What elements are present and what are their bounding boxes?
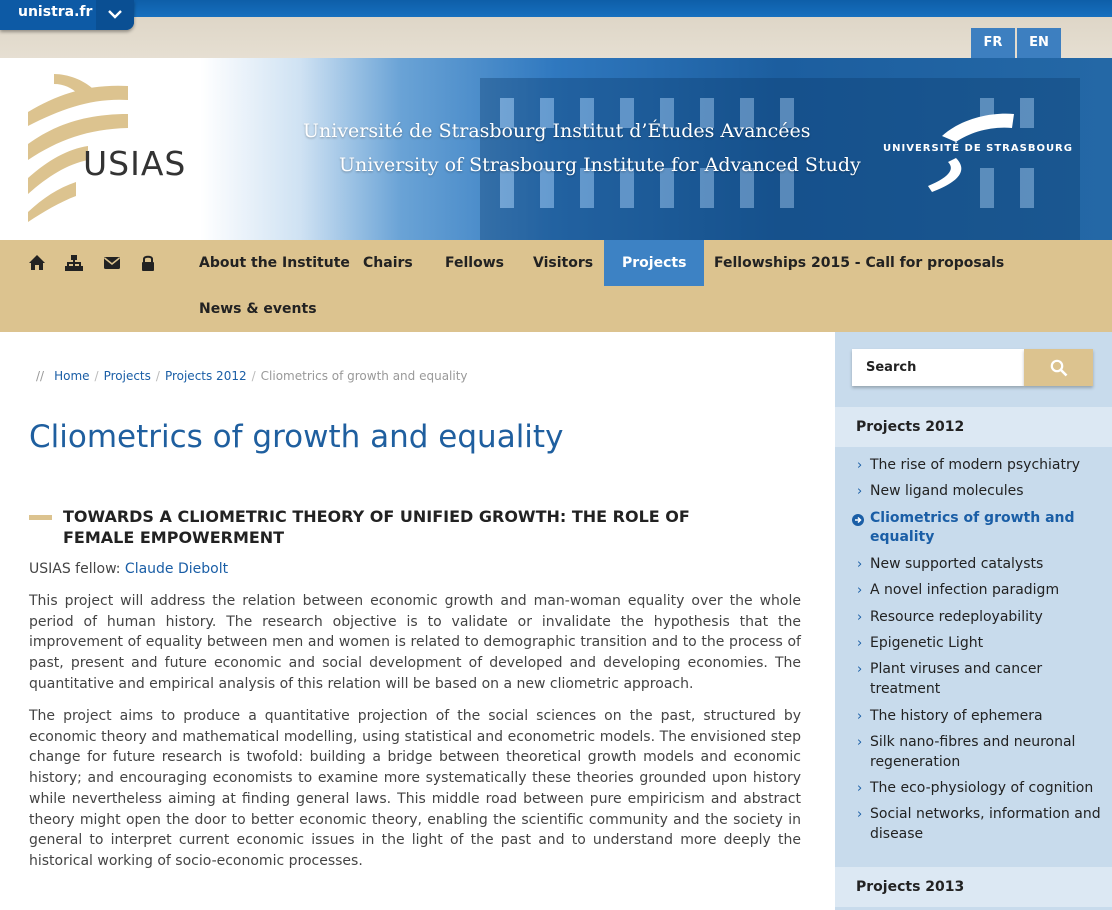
chevron-right-icon: › bbox=[857, 781, 863, 797]
sidebar-item[interactable]: › Silk nano-fibres and neuronal regeneration bbox=[857, 733, 1076, 770]
nav-visitors[interactable]: Visitors bbox=[533, 255, 594, 271]
sidebar-item[interactable]: › Plant viruses and cancer treatment bbox=[857, 661, 1043, 698]
unistra-link[interactable]: unistra.fr bbox=[18, 4, 93, 20]
chevron-right-icon: › bbox=[857, 556, 863, 572]
breadcrumb: // Home / Projects / Projects 2012 / Cliometrics of growth and equality bbox=[36, 369, 468, 383]
fellow-line bbox=[29, 561, 228, 577]
sidebar-item[interactable]: › New ligand molecules bbox=[852, 482, 1102, 502]
nav-fellowships-2015[interactable]: Fellowships 2015 - Call for proposals bbox=[714, 255, 1005, 271]
arrow-circle-right-icon bbox=[852, 513, 864, 533]
top-strip bbox=[0, 0, 1112, 58]
sidebar-section-projects-2013[interactable]: Projects 2013 bbox=[835, 867, 1112, 907]
unistra-dropdown[interactable] bbox=[0, 0, 134, 30]
sidebar-section-projects-2012[interactable]: Projects 2012 bbox=[835, 407, 1112, 447]
sidebar-item[interactable]: › The eco-physiology of cognition bbox=[852, 779, 1102, 799]
institute-title-en: University of Strasbourg Institute for Advanced Study bbox=[339, 154, 861, 176]
paragraph-2: The project aims to produce a quantitative projection of the social sciences on the past, structured by economic theory and mathematical modelling, using statistical and econometric models. The envisioned step change for future research is twofold: building a bridge between theoretical growth models and economic history; and encouraging economists to examine more systematically these theories grounded upon history while nevertheless aiming at finding general laws. This middle road between pure empiricism and abstract theory might open the door to better economic theory, enabling the scientific community and the society in general to interpret current economic issues in the light of the past and to understand more deeply the historical working of socio-economic processes. bbox=[29, 708, 801, 869]
home-icon[interactable] bbox=[28, 254, 46, 272]
sidebar-project-list bbox=[852, 456, 1102, 852]
usias-logo-text: USIAS bbox=[83, 144, 187, 183]
language-switcher bbox=[971, 28, 1063, 58]
nav-chairs[interactable]: Chairs bbox=[363, 255, 413, 271]
nav-projects[interactable]: Projects bbox=[604, 240, 704, 286]
breadcrumb-home[interactable]: Home bbox=[54, 369, 90, 383]
search-button[interactable] bbox=[1024, 349, 1093, 386]
page-title: Cliometrics of growth and equality bbox=[29, 419, 564, 455]
mail-icon[interactable] bbox=[103, 254, 121, 272]
chevron-right-icon: › bbox=[857, 662, 863, 678]
sidebar-item[interactable]: › The history of ephemera bbox=[852, 707, 1102, 727]
page-subtitle: TOWARDS A CLIOMETRIC THEORY OF UNIFIED GROWTH: THE ROLE OF FEMALE EMPOWERMENT bbox=[63, 507, 690, 547]
chevron-right-icon: › bbox=[857, 708, 863, 724]
chevron-down-icon[interactable] bbox=[96, 0, 134, 30]
subtitle-accent-bar bbox=[29, 515, 52, 520]
search-input[interactable] bbox=[852, 349, 1016, 386]
search-icon bbox=[1050, 359, 1068, 377]
sidebar-item[interactable]: › Social networks, information and disease bbox=[857, 806, 1101, 843]
fellow-name-link[interactable]: Claude Diebolt bbox=[124, 561, 229, 577]
nav-fellows[interactable]: Fellows bbox=[445, 255, 504, 271]
lang-fr-button[interactable]: FR bbox=[971, 28, 1015, 58]
header-banner bbox=[0, 58, 1112, 240]
chevron-right-icon: › bbox=[857, 609, 863, 625]
lock-icon[interactable] bbox=[139, 254, 157, 272]
chevron-right-icon: › bbox=[857, 484, 863, 500]
breadcrumb-current: Cliometrics of growth and equality bbox=[260, 369, 468, 383]
university-logo-text: UNIVERSITÉ DE STRASBOURG bbox=[883, 143, 1073, 154]
sitemap-icon[interactable] bbox=[65, 254, 83, 272]
nav-about[interactable]: About the Institute bbox=[199, 255, 350, 271]
main-nav bbox=[0, 240, 1112, 332]
institute-title-fr: Université de Strasbourg Institut d’Études Avancées bbox=[303, 120, 811, 142]
chevron-right-icon: › bbox=[857, 807, 863, 823]
sidebar-item[interactable]: › Resource redeployability bbox=[852, 608, 1102, 628]
fellow-label: USIAS fellow: bbox=[29, 561, 121, 577]
chevron-right-icon: › bbox=[857, 734, 863, 750]
chevron-right-icon: › bbox=[857, 458, 863, 473]
breadcrumb-separator: // bbox=[36, 369, 45, 383]
paragraph-1: This project will address the relation between economic growth and man-woman equality over the whole period of human history. The research objective is to validate or invalidate the hypothesis that the improvement of equality between men and women is related to demographic transition and to the process of past, present and future economic and social development of developed and developing economies. The quantitative and empirical analysis of this relation will be based on a new cliometric approach. bbox=[29, 593, 801, 692]
sidebar-item-active[interactable]: Cliometrics of growth and equality bbox=[852, 509, 1102, 548]
sidebar-item[interactable]: › A novel infection paradigm bbox=[852, 581, 1102, 601]
breadcrumb-projects-2012[interactable]: Projects 2012 bbox=[164, 369, 247, 383]
sidebar-item[interactable]: › Epigenetic Light bbox=[852, 634, 1102, 654]
sidebar-item[interactable]: › The rise of modern psychiatry bbox=[852, 456, 1102, 476]
chevron-right-icon: › bbox=[857, 636, 863, 652]
lang-en-button[interactable]: EN bbox=[1017, 28, 1061, 58]
search-field[interactable] bbox=[852, 349, 1024, 386]
sidebar-item[interactable]: › New supported catalysts bbox=[852, 555, 1102, 575]
nav-news-events[interactable]: News & events bbox=[199, 301, 317, 317]
chevron-right-icon: › bbox=[857, 583, 863, 599]
top-line bbox=[0, 0, 1112, 17]
breadcrumb-projects[interactable]: Projects bbox=[103, 369, 151, 383]
